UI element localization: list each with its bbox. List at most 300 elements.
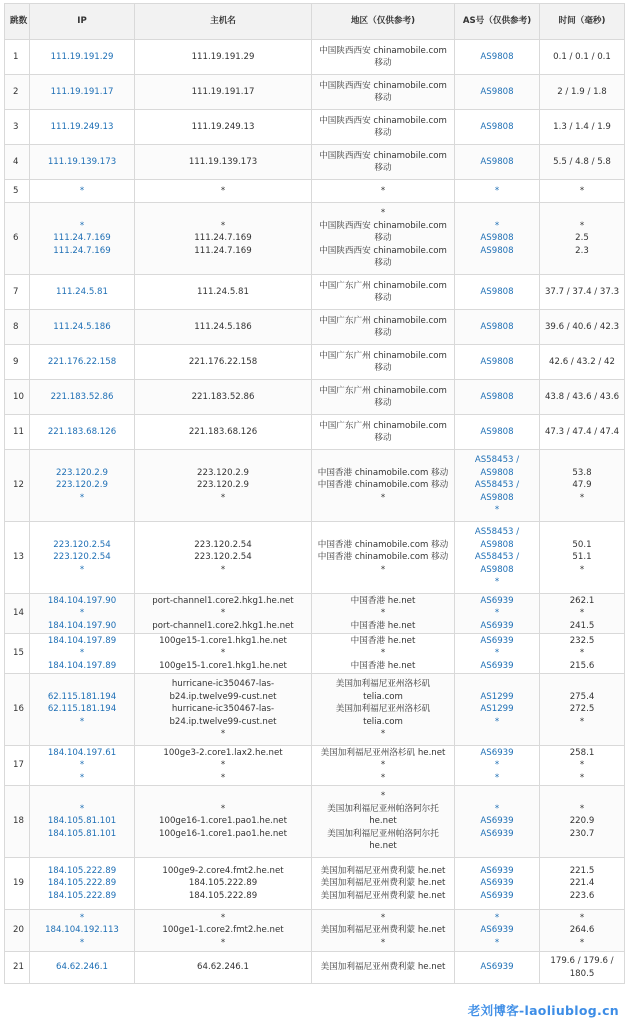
- cell-region: [312, 75, 455, 110]
- asn-line: *: [494, 803, 500, 814]
- table-row: [5, 380, 625, 415]
- time-line: *: [579, 492, 585, 503]
- time-line: *: [579, 185, 585, 196]
- time-line: *: [579, 803, 585, 814]
- time-line: *: [579, 760, 585, 771]
- hostname-line: *: [220, 608, 226, 619]
- region-line: 中国陕西西安 chinamobile.com 移动: [319, 80, 447, 103]
- region-line: 美国加利福尼亚州费利蒙 he.net: [320, 865, 446, 876]
- cell-time: [540, 594, 625, 634]
- table-row: [5, 415, 625, 450]
- time-line: 2.3: [575, 245, 589, 256]
- time-line: 180.5: [569, 968, 595, 979]
- table-row: [5, 203, 625, 275]
- region-line: *: [380, 208, 386, 219]
- hostname-line: 111.19.191.17: [191, 86, 255, 97]
- cell-hostname: [135, 180, 312, 203]
- asn-line[interactable]: AS9808: [480, 391, 514, 402]
- asn-line[interactable]: AS9808: [480, 467, 514, 478]
- ip-line: *: [79, 220, 85, 231]
- asn-line[interactable]: AS6939: [480, 620, 514, 631]
- cell-region: [312, 203, 455, 275]
- cell-hop: 17: [5, 746, 30, 786]
- header-hostname: 主机名: [135, 4, 312, 40]
- cell-ip: [30, 310, 135, 345]
- asn-line[interactable]: AS1299: [480, 704, 514, 715]
- cell-region: [312, 40, 455, 75]
- ip-line[interactable]: 111.24.7.169: [53, 245, 111, 256]
- time-line: *: [579, 716, 585, 727]
- region-line: 中国香港 chinamobile.com 移动: [317, 467, 449, 478]
- hostname-line: 111.24.7.169: [194, 245, 252, 256]
- region-line: *: [380, 564, 386, 575]
- cell-region: [312, 345, 455, 380]
- asn-line[interactable]: AS9808: [480, 245, 514, 256]
- time-line: *: [579, 937, 585, 948]
- region-line: *: [380, 937, 386, 948]
- ip-line[interactable]: 111.24.5.186: [53, 321, 111, 332]
- cell-ip: [30, 450, 135, 522]
- asn-line[interactable]: AS58453 /: [474, 552, 520, 563]
- time-line: *: [579, 772, 585, 783]
- table-row: [5, 180, 625, 203]
- hostname-line: 111.19.139.173: [188, 156, 258, 167]
- hostname-line: 223.120.2.54: [194, 539, 252, 550]
- asn-line[interactable]: AS6939: [480, 635, 514, 646]
- cell-region: [312, 145, 455, 180]
- asn-line[interactable]: AS9808: [480, 321, 514, 332]
- hostname-line: 223.120.2.54: [194, 552, 252, 563]
- region-line: *: [380, 772, 386, 783]
- region-line: 美国加利福尼亚州洛杉矶 telia.com: [335, 704, 431, 727]
- ip-line: *: [79, 492, 85, 503]
- cell-hostname: [135, 952, 312, 984]
- cell-hop: 20: [5, 910, 30, 952]
- asn-line[interactable]: AS1299: [480, 691, 514, 702]
- ip-line[interactable]: 111.24.7.169: [53, 233, 111, 244]
- cell-time: [540, 180, 625, 203]
- time-line: 223.6: [569, 890, 595, 901]
- cell-time: [540, 415, 625, 450]
- cell-time: [540, 345, 625, 380]
- table-row: [5, 450, 625, 522]
- ip-line[interactable]: 111.19.139.173: [47, 156, 117, 167]
- hostname-line: *: [220, 772, 226, 783]
- cell-ip: [30, 952, 135, 984]
- cell-time: [540, 746, 625, 786]
- hostname-line: *: [220, 185, 226, 196]
- region-line: *: [380, 185, 386, 196]
- region-line: 中国广东广州 chinamobile.com 移动: [319, 385, 447, 408]
- cell-ip: [30, 634, 135, 674]
- cell-region: [312, 380, 455, 415]
- cell-hostname: [135, 450, 312, 522]
- asn-line[interactable]: AS6939: [480, 925, 514, 936]
- region-line: 中国香港 he.net: [350, 635, 416, 646]
- time-line: 264.6: [569, 925, 595, 936]
- ip-line[interactable]: 64.62.246.1: [56, 962, 108, 973]
- ip-line[interactable]: 62.115.181.194: [47, 691, 117, 702]
- cell-region: [312, 310, 455, 345]
- time-line: 241.5: [569, 620, 595, 631]
- region-line: 中国陕西西安 chinamobile.com 移动: [319, 115, 447, 138]
- region-line: *: [380, 729, 386, 740]
- region-line: *: [380, 760, 386, 771]
- cell-hop: 12: [5, 450, 30, 522]
- hostname-line: *: [220, 803, 226, 814]
- header-time: 时间（毫秒): [540, 4, 625, 40]
- cell-hop: 10: [5, 380, 30, 415]
- cell-hostname: [135, 275, 312, 310]
- table-row: [5, 910, 625, 952]
- cell-region: [312, 110, 455, 145]
- ip-line[interactable]: 184.105.222.89: [47, 865, 117, 876]
- time-line: *: [579, 648, 585, 659]
- asn-line: *: [494, 220, 500, 231]
- cell-asn: [455, 522, 540, 594]
- cell-hostname: [135, 522, 312, 594]
- hostname-line: *: [220, 729, 226, 740]
- region-line: 中国香港 chinamobile.com 移动: [317, 552, 449, 563]
- ip-line[interactable]: 184.104.197.61: [47, 747, 117, 758]
- cell-hop: 11: [5, 415, 30, 450]
- ip-line[interactable]: 184.104.192.113: [45, 925, 119, 936]
- cell-hop: 16: [5, 674, 30, 746]
- asn-line[interactable]: AS9808: [480, 426, 514, 437]
- hostname-line: *: [220, 492, 226, 503]
- hostname-line: port-channel1.core2.hkg1.he.net: [152, 595, 294, 606]
- cell-asn: [455, 345, 540, 380]
- asn-line[interactable]: AS9808: [480, 233, 514, 244]
- cell-region: [312, 910, 455, 952]
- hostname-line: 184.105.222.89: [188, 890, 258, 901]
- region-line: 美国加利福尼亚州费利蒙 he.net: [320, 878, 446, 889]
- asn-line[interactable]: AS6939: [480, 828, 514, 839]
- asn-line[interactable]: AS6939: [480, 878, 514, 889]
- cell-region: [312, 522, 455, 594]
- cell-time: [540, 952, 625, 984]
- asn-line: *: [494, 772, 500, 783]
- asn-line[interactable]: AS6939: [480, 747, 514, 758]
- cell-hop: 3: [5, 110, 30, 145]
- cell-time: [540, 275, 625, 310]
- region-line: *: [380, 608, 386, 619]
- table-row: [5, 40, 625, 75]
- cell-hop: 8: [5, 310, 30, 345]
- asn-line[interactable]: AS58453 /: [474, 455, 520, 466]
- cell-hop: 15: [5, 634, 30, 674]
- ip-line[interactable]: 111.19.191.29: [50, 51, 114, 62]
- cell-ip: [30, 75, 135, 110]
- cell-asn: [455, 910, 540, 952]
- cell-time: [540, 40, 625, 75]
- header-row: [5, 4, 625, 40]
- cell-hop: 21: [5, 952, 30, 984]
- cell-region: [312, 786, 455, 858]
- ip-line[interactable]: 184.105.222.89: [47, 878, 117, 889]
- time-line: 47.9: [572, 480, 592, 491]
- asn-line: *: [494, 505, 500, 516]
- cell-time: [540, 522, 625, 594]
- asn-line[interactable]: AS9808: [480, 564, 514, 575]
- asn-line: *: [494, 648, 500, 659]
- cell-hop: 5: [5, 180, 30, 203]
- cell-asn: [455, 75, 540, 110]
- region-line: 中国陕西西安 chinamobile.com 移动: [319, 245, 447, 269]
- ip-line[interactable]: 223.120.2.54: [53, 539, 111, 550]
- time-line: 262.1: [569, 595, 595, 606]
- region-line: 中国陕西西安 chinamobile.com 移动: [319, 45, 447, 68]
- hostname-line: 100ge16-1.core1.pao1.he.net: [159, 828, 287, 839]
- cell-region: [312, 415, 455, 450]
- time-line: 50.1: [572, 539, 592, 550]
- cell-time: [540, 786, 625, 858]
- hostname-line: *: [220, 937, 226, 948]
- asn-line[interactable]: AS6939: [480, 890, 514, 901]
- asn-line[interactable]: AS9808: [480, 539, 514, 550]
- ip-line[interactable]: 62.115.181.194: [47, 704, 117, 715]
- ip-line[interactable]: 184.104.197.89: [47, 660, 117, 671]
- region-line: *: [380, 912, 386, 923]
- cell-hostname: [135, 380, 312, 415]
- header-asn: AS号（仅供参考): [455, 4, 540, 40]
- region-line: 中国陕西西安 chinamobile.com 移动: [319, 220, 447, 244]
- ip-line: *: [79, 937, 85, 948]
- cell-ip: [30, 345, 135, 380]
- table-row: [5, 522, 625, 594]
- table-row: [5, 674, 625, 746]
- cell-time: [540, 380, 625, 415]
- table-body: [5, 40, 625, 984]
- cell-hostname: [135, 786, 312, 858]
- asn-line[interactable]: AS9808: [480, 156, 514, 167]
- cell-hostname: [135, 40, 312, 75]
- cell-time: [540, 450, 625, 522]
- ip-line[interactable]: 111.19.191.17: [50, 86, 114, 97]
- ip-line[interactable]: 184.105.81.101: [47, 816, 117, 827]
- cell-ip: [30, 145, 135, 180]
- cell-hostname: [135, 746, 312, 786]
- asn-line: *: [494, 912, 500, 923]
- cell-asn: [455, 450, 540, 522]
- ip-line[interactable]: 223.120.2.54: [53, 552, 111, 563]
- hostname-line: port-channel1.core2.hkg1.he.net: [152, 620, 294, 631]
- time-line: 42.6 / 43.2 / 42: [549, 356, 615, 367]
- time-line: *: [579, 608, 585, 619]
- cell-time: [540, 634, 625, 674]
- time-line: 258.1: [569, 747, 595, 758]
- cell-region: [312, 180, 455, 203]
- hostname-line: *: [220, 760, 226, 771]
- asn-line[interactable]: AS9808: [480, 356, 514, 367]
- region-line: 中国香港 chinamobile.com 移动: [317, 539, 449, 550]
- asn-line[interactable]: AS6939: [480, 962, 514, 973]
- ip-line[interactable]: 184.105.81.101: [47, 828, 117, 839]
- region-line: *: [380, 492, 386, 503]
- asn-line[interactable]: AS9808: [480, 51, 514, 62]
- region-line: 中国广东广州 chinamobile.com 移动: [319, 420, 447, 443]
- region-line: 美国加利福尼亚州费利蒙 he.net: [320, 962, 446, 973]
- ip-line[interactable]: 184.105.222.89: [47, 890, 117, 901]
- hostname-line: 221.176.22.158: [188, 356, 258, 367]
- hostname-line: 223.120.2.9: [197, 467, 249, 478]
- ip-line[interactable]: 223.120.2.9: [56, 480, 108, 491]
- cell-hostname: [135, 910, 312, 952]
- region-line: 美国加利福尼亚州帕洛阿尔托 he.net: [327, 803, 439, 827]
- region-line: 美国加利福尼亚州洛杉矶 telia.com: [335, 679, 431, 702]
- table-row: [5, 75, 625, 110]
- cell-ip: [30, 910, 135, 952]
- cell-asn: [455, 180, 540, 203]
- cell-ip: [30, 110, 135, 145]
- cell-region: [312, 674, 455, 746]
- hostname-line: 100ge15-1.core1.hkg1.he.net: [159, 660, 287, 671]
- table-row: [5, 275, 625, 310]
- table-row: [5, 786, 625, 858]
- cell-asn: [455, 145, 540, 180]
- cell-region: [312, 746, 455, 786]
- hostname-line: 111.19.249.13: [191, 121, 255, 132]
- time-line: 43.8 / 43.6 / 43.6: [544, 391, 620, 402]
- table-row: [5, 858, 625, 910]
- cell-region: [312, 275, 455, 310]
- asn-line[interactable]: AS6939: [480, 816, 514, 827]
- cell-ip: [30, 674, 135, 746]
- time-line: *: [579, 912, 585, 923]
- region-line: *: [380, 648, 386, 659]
- hostname-line: 100ge3-2.core1.lax2.he.net: [163, 747, 283, 758]
- cell-asn: [455, 594, 540, 634]
- cell-time: [540, 145, 625, 180]
- cell-hostname: [135, 75, 312, 110]
- time-line: 5.5 / 4.8 / 5.8: [553, 156, 611, 167]
- ip-line[interactable]: 184.104.197.90: [47, 595, 117, 606]
- hostname-line: 100ge1-1.core2.fmt2.he.net: [162, 925, 284, 936]
- cell-time: [540, 310, 625, 345]
- header-ip: IP: [30, 4, 135, 40]
- cell-hop: 2: [5, 75, 30, 110]
- asn-line[interactable]: AS9808: [480, 286, 514, 297]
- cell-asn: [455, 634, 540, 674]
- cell-ip: [30, 415, 135, 450]
- cell-asn: [455, 674, 540, 746]
- cell-asn: [455, 110, 540, 145]
- cell-asn: [455, 858, 540, 910]
- cell-hop: 18: [5, 786, 30, 858]
- region-line: 中国陕西西安 chinamobile.com 移动: [319, 150, 447, 173]
- cell-time: [540, 110, 625, 145]
- table-row: [5, 345, 625, 380]
- ip-line[interactable]: 184.104.197.90: [47, 620, 117, 631]
- asn-line[interactable]: AS6939: [480, 595, 514, 606]
- header-hop: 跳数: [5, 4, 30, 40]
- region-line: 中国广东广州 chinamobile.com 移动: [319, 315, 447, 338]
- cell-asn: [455, 786, 540, 858]
- asn-line[interactable]: AS9808: [480, 492, 514, 503]
- cell-hostname: [135, 310, 312, 345]
- time-line: 2 / 1.9 / 1.8: [557, 86, 607, 97]
- ip-line[interactable]: 111.24.5.81: [56, 286, 108, 297]
- ip-line[interactable]: 184.104.197.89: [47, 635, 117, 646]
- asn-line: *: [494, 577, 500, 588]
- time-line: 215.6: [569, 660, 595, 671]
- table-row: [5, 310, 625, 345]
- ip-line[interactable]: 221.183.52.86: [50, 391, 114, 402]
- asn-line[interactable]: AS6939: [480, 660, 514, 671]
- time-line: 1.3 / 1.4 / 1.9: [553, 121, 611, 132]
- hostname-line: *: [220, 648, 226, 659]
- asn-line[interactable]: AS58453 /: [474, 527, 520, 538]
- hostname-line: hurricane-ic350467-las-b24.ip.twelve99-cust.net: [169, 704, 277, 727]
- hostname-line: 100ge15-1.core1.hkg1.he.net: [159, 635, 287, 646]
- hostname-line: 64.62.246.1: [197, 962, 249, 973]
- time-line: 2.5: [575, 233, 589, 244]
- cell-asn: [455, 310, 540, 345]
- ip-line[interactable]: 223.120.2.9: [56, 467, 108, 478]
- region-line: 美国加利福尼亚州费利蒙 he.net: [320, 890, 446, 901]
- ip-line[interactable]: 111.19.249.13: [50, 121, 114, 132]
- region-line: 中国香港 he.net: [350, 595, 416, 606]
- cell-asn: [455, 380, 540, 415]
- cell-hostname: [135, 858, 312, 910]
- region-line: 美国加利福尼亚州洛杉矶 he.net: [320, 747, 446, 758]
- cell-ip: [30, 40, 135, 75]
- cell-hop: 13: [5, 522, 30, 594]
- ip-line: *: [79, 912, 85, 923]
- cell-hostname: [135, 634, 312, 674]
- hostname-line: *: [220, 912, 226, 923]
- ip-line: *: [79, 648, 85, 659]
- ip-line: *: [79, 564, 85, 575]
- cell-hop: 1: [5, 40, 30, 75]
- hostname-line: 221.183.52.86: [191, 391, 255, 402]
- cell-time: [540, 674, 625, 746]
- ip-line: *: [79, 185, 85, 196]
- time-line: 221.4: [569, 878, 595, 889]
- cell-time: [540, 75, 625, 110]
- time-line: 179.6 / 179.6 /: [550, 956, 614, 967]
- asn-line[interactable]: AS9808: [480, 121, 514, 132]
- time-line: 220.9: [569, 816, 595, 827]
- hostname-line: 111.24.5.186: [194, 321, 252, 332]
- traceroute-table: [4, 3, 625, 984]
- asn-line: *: [494, 760, 500, 771]
- cell-time: [540, 203, 625, 275]
- ip-line[interactable]: 221.183.68.126: [47, 426, 117, 437]
- asn-line[interactable]: AS58453 /: [474, 480, 520, 491]
- asn-line[interactable]: AS9808: [480, 86, 514, 97]
- table-row: [5, 145, 625, 180]
- cell-ip: [30, 858, 135, 910]
- cell-hostname: [135, 203, 312, 275]
- hostname-line: 111.24.7.169: [194, 233, 252, 244]
- cell-ip: [30, 380, 135, 415]
- cell-hop: 9: [5, 345, 30, 380]
- time-line: 275.4: [569, 691, 595, 702]
- ip-line: *: [79, 803, 85, 814]
- region-line: 中国香港 he.net: [350, 660, 416, 671]
- asn-line[interactable]: AS6939: [480, 865, 514, 876]
- hostname-line: 100ge9-2.core4.fmt2.he.net: [162, 865, 284, 876]
- cell-hop: 4: [5, 145, 30, 180]
- time-line: 39.6 / 40.6 / 42.3: [544, 321, 620, 332]
- ip-line[interactable]: 221.176.22.158: [47, 356, 117, 367]
- cell-hop: 7: [5, 275, 30, 310]
- hostname-line: 111.24.5.81: [197, 286, 249, 297]
- cell-asn: [455, 275, 540, 310]
- cell-ip: [30, 594, 135, 634]
- cell-region: [312, 594, 455, 634]
